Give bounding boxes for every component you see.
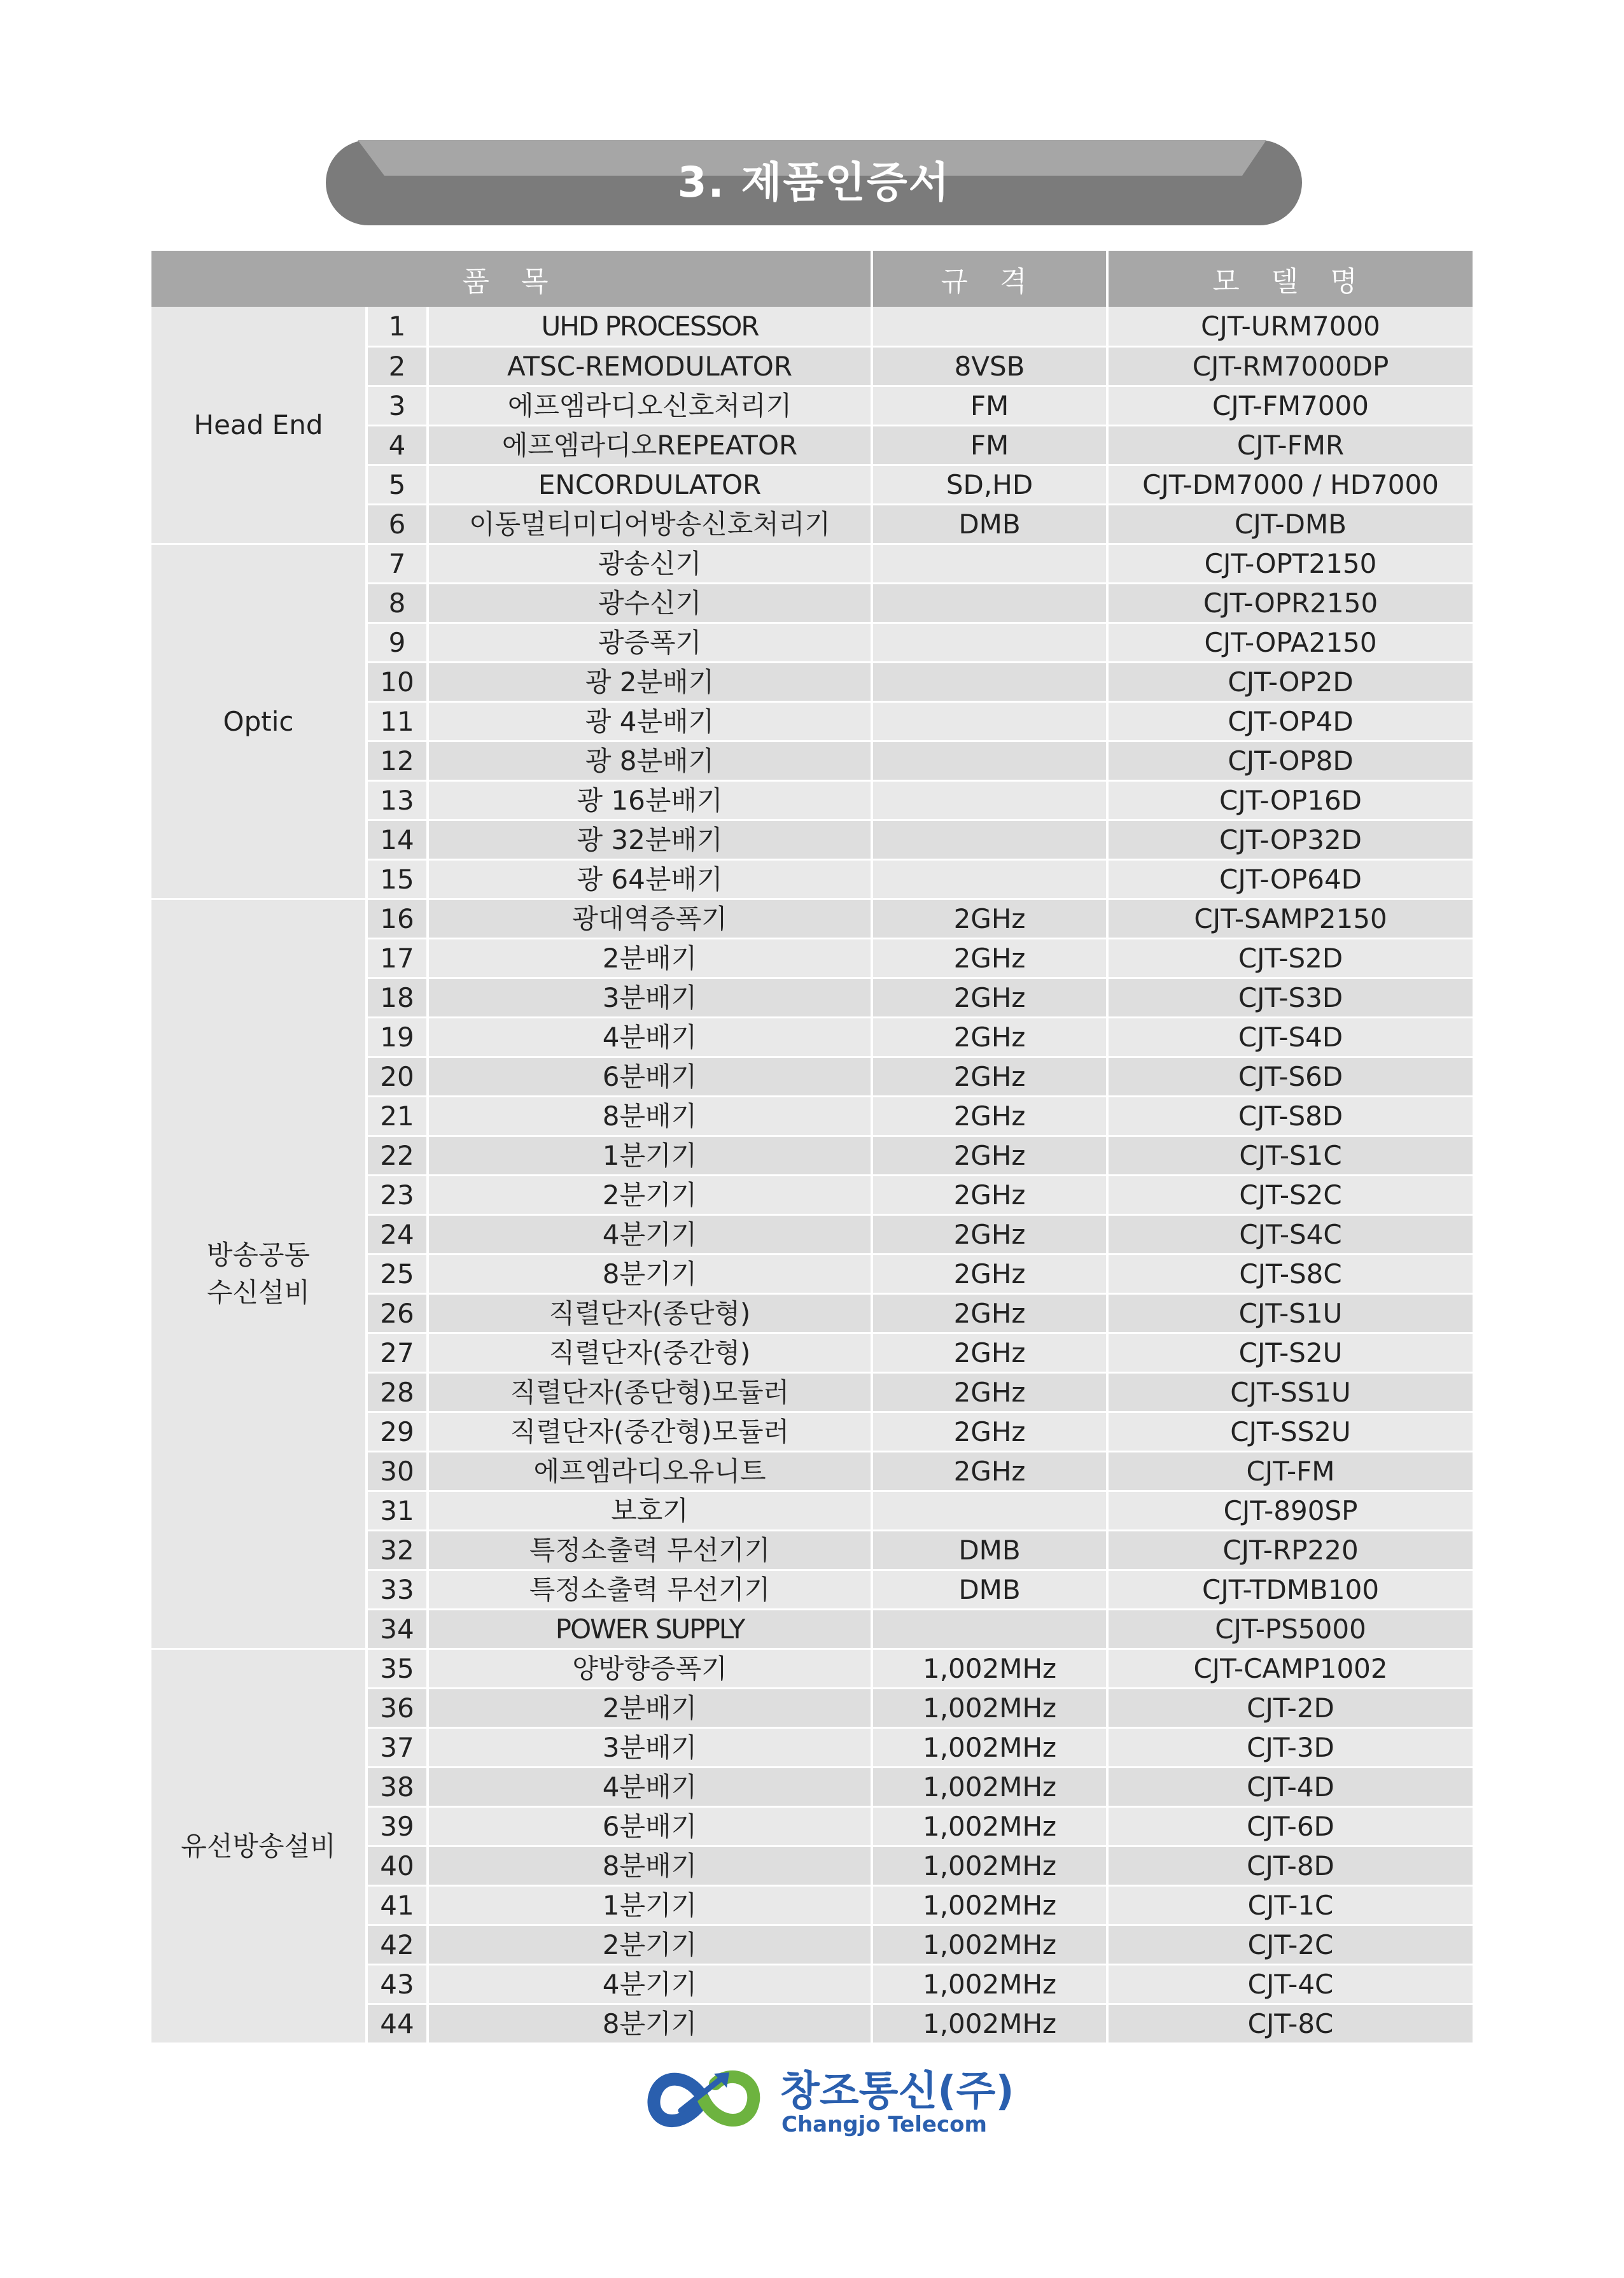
row-number-cell: 9	[367, 622, 428, 662]
item-name-cell: 양방향증폭기	[428, 1649, 872, 1688]
model-name-cell: CJT-890SP	[1107, 1491, 1473, 1530]
item-name-cell: 8분기기	[428, 1254, 872, 1293]
spec-cell: 1,002MHz	[872, 1885, 1107, 1925]
spec-cell: 1,002MHz	[872, 1925, 1107, 1964]
model-name-cell: CJT-OPA2150	[1107, 622, 1473, 662]
spec-cell: 1,002MHz	[872, 1727, 1107, 1767]
row-number-cell: 42	[367, 1925, 428, 1964]
spec-cell: 2GHz	[872, 1451, 1107, 1491]
row-number-cell: 37	[367, 1727, 428, 1767]
spec-cell: 2GHz	[872, 1372, 1107, 1412]
spec-cell	[872, 1609, 1107, 1649]
category-cell: Optic	[151, 544, 367, 899]
model-name-cell: CJT-SS2U	[1107, 1412, 1473, 1451]
item-name-cell: UHD PROCESSOR	[428, 307, 872, 346]
row-number-cell: 31	[367, 1491, 428, 1530]
model-name-cell: CJT-CAMP1002	[1107, 1649, 1473, 1688]
item-name-cell: 에프엠라디오REPEATOR	[428, 425, 872, 465]
row-number-cell: 21	[367, 1096, 428, 1135]
row-number-cell: 10	[367, 662, 428, 701]
model-name-cell: CJT-OP8D	[1107, 741, 1473, 780]
table-row	[151, 544, 1473, 583]
row-number-cell: 5	[367, 465, 428, 504]
item-name-cell: 6분배기	[428, 1057, 872, 1096]
item-name-cell: 4분기기	[428, 1964, 872, 2004]
item-name-cell: 8분배기	[428, 1846, 872, 1885]
model-name-cell: CJT-OP32D	[1107, 820, 1473, 859]
row-number-cell: 25	[367, 1254, 428, 1293]
company-logo	[640, 2058, 1014, 2141]
item-name-cell: 광 16분배기	[428, 780, 872, 820]
model-name-cell: CJT-S1C	[1107, 1135, 1473, 1175]
item-name-cell: 4분배기	[428, 1017, 872, 1057]
category-cell: 유선방송설비	[151, 1649, 367, 2043]
item-name-cell: 2분기기	[428, 1175, 872, 1214]
model-name-cell: CJT-S3D	[1107, 978, 1473, 1017]
table-row	[151, 307, 1473, 346]
page-title: 3. 제품인증서	[677, 158, 951, 207]
category-cell: 방송공동 수신설비	[151, 899, 367, 1649]
spec-cell	[872, 1491, 1107, 1530]
item-name-cell: ENCORDULATOR	[428, 465, 872, 504]
product-certificate-table	[151, 251, 1473, 2044]
spec-cell: 2GHz	[872, 1214, 1107, 1254]
item-name-cell: 직렬단자(종단형)모듈러	[428, 1372, 872, 1412]
item-name-cell: 광송신기	[428, 544, 872, 583]
spec-cell	[872, 820, 1107, 859]
model-name-cell: CJT-RM7000DP	[1107, 346, 1473, 386]
item-name-cell: 2분배기	[428, 938, 872, 978]
page-title-banner	[326, 140, 1302, 225]
spec-cell: 2GHz	[872, 1412, 1107, 1451]
model-name-cell: CJT-DM7000 / HD7000	[1107, 465, 1473, 504]
model-name-cell: CJT-S4C	[1107, 1214, 1473, 1254]
spec-cell: 2GHz	[872, 1293, 1107, 1333]
model-name-cell: CJT-6D	[1107, 1806, 1473, 1846]
row-number-cell: 24	[367, 1214, 428, 1254]
header-model: 모 델 명	[1107, 251, 1473, 307]
row-number-cell: 30	[367, 1451, 428, 1491]
model-name-cell: CJT-S1U	[1107, 1293, 1473, 1333]
model-name-cell: CJT-FMR	[1107, 425, 1473, 465]
item-name-cell: 직렬단자(중간형)모듈러	[428, 1412, 872, 1451]
model-name-cell: CJT-2C	[1107, 1925, 1473, 1964]
model-name-cell: CJT-S6D	[1107, 1057, 1473, 1096]
row-number-cell: 14	[367, 820, 428, 859]
row-number-cell: 4	[367, 425, 428, 465]
spec-cell	[872, 701, 1107, 741]
model-name-cell: CJT-S8C	[1107, 1254, 1473, 1293]
row-number-cell: 38	[367, 1767, 428, 1806]
row-number-cell: 2	[367, 346, 428, 386]
spec-cell	[872, 307, 1107, 346]
model-name-cell: CJT-OP4D	[1107, 701, 1473, 741]
row-number-cell: 3	[367, 386, 428, 425]
row-number-cell: 11	[367, 701, 428, 741]
row-number-cell: 16	[367, 899, 428, 938]
model-name-cell: CJT-SAMP2150	[1107, 899, 1473, 938]
item-name-cell: 특정소출력 무선기기	[428, 1530, 872, 1570]
item-name-cell: 2분기기	[428, 1925, 872, 1964]
row-number-cell: 43	[367, 1964, 428, 2004]
model-name-cell: CJT-4D	[1107, 1767, 1473, 1806]
item-name-cell: 이동멀티미디어방송신호처리기	[428, 504, 872, 544]
row-number-cell: 6	[367, 504, 428, 544]
spec-cell: SD,HD	[872, 465, 1107, 504]
spec-cell: 2GHz	[872, 1175, 1107, 1214]
spec-cell: 2GHz	[872, 978, 1107, 1017]
row-number-cell: 26	[367, 1293, 428, 1333]
header-spec: 규 격	[872, 251, 1107, 307]
spec-cell: 2GHz	[872, 1254, 1107, 1293]
spec-cell: 1,002MHz	[872, 1767, 1107, 1806]
spec-cell: 2GHz	[872, 1135, 1107, 1175]
model-name-cell: CJT-PS5000	[1107, 1609, 1473, 1649]
row-number-cell: 32	[367, 1530, 428, 1570]
spec-cell	[872, 622, 1107, 662]
row-number-cell: 19	[367, 1017, 428, 1057]
model-name-cell: CJT-OP64D	[1107, 859, 1473, 899]
spec-cell: DMB	[872, 504, 1107, 544]
item-name-cell: 3분배기	[428, 978, 872, 1017]
model-name-cell: CJT-URM7000	[1107, 307, 1473, 346]
spec-cell	[872, 662, 1107, 701]
spec-cell: FM	[872, 386, 1107, 425]
spec-cell: 2GHz	[872, 1333, 1107, 1372]
table-row	[151, 1649, 1473, 1688]
row-number-cell: 34	[367, 1609, 428, 1649]
model-name-cell: CJT-RP220	[1107, 1530, 1473, 1570]
spec-cell: FM	[872, 425, 1107, 465]
item-name-cell: 보호기	[428, 1491, 872, 1530]
spec-cell: 2GHz	[872, 1057, 1107, 1096]
row-number-cell: 28	[367, 1372, 428, 1412]
model-name-cell: CJT-S2C	[1107, 1175, 1473, 1214]
row-number-cell: 12	[367, 741, 428, 780]
model-name-cell: CJT-S2U	[1107, 1333, 1473, 1372]
model-name-cell: CJT-OP2D	[1107, 662, 1473, 701]
row-number-cell: 44	[367, 2004, 428, 2043]
spec-cell	[872, 780, 1107, 820]
item-name-cell: 4분배기	[428, 1767, 872, 1806]
model-name-cell: CJT-8C	[1107, 2004, 1473, 2043]
logo-name-english: Changjo Telecom	[781, 2112, 987, 2137]
item-name-cell: 광 32분배기	[428, 820, 872, 859]
item-name-cell: 8분배기	[428, 1096, 872, 1135]
row-number-cell: 8	[367, 583, 428, 622]
model-name-cell: CJT-4C	[1107, 1964, 1473, 2004]
spec-cell	[872, 741, 1107, 780]
row-number-cell: 15	[367, 859, 428, 899]
model-name-cell: CJT-S2D	[1107, 938, 1473, 978]
row-number-cell: 13	[367, 780, 428, 820]
spec-cell	[872, 544, 1107, 583]
model-name-cell: CJT-FM7000	[1107, 386, 1473, 425]
header-item: 품 목	[151, 251, 872, 307]
row-number-cell: 41	[367, 1885, 428, 1925]
model-name-cell: CJT-DMB	[1107, 504, 1473, 544]
row-number-cell: 20	[367, 1057, 428, 1096]
model-name-cell: CJT-OPR2150	[1107, 583, 1473, 622]
model-name-cell: CJT-2D	[1107, 1688, 1473, 1727]
table-body	[151, 307, 1473, 2043]
category-cell: Head End	[151, 307, 367, 544]
spec-cell: 1,002MHz	[872, 1688, 1107, 1727]
model-name-cell: CJT-TDMB100	[1107, 1570, 1473, 1609]
spec-cell: DMB	[872, 1530, 1107, 1570]
model-name-cell: CJT-8D	[1107, 1846, 1473, 1885]
row-number-cell: 23	[367, 1175, 428, 1214]
row-number-cell: 27	[367, 1333, 428, 1372]
item-name-cell: 광증폭기	[428, 622, 872, 662]
item-name-cell: 직렬단자(종단형)	[428, 1293, 872, 1333]
spec-cell: 1,002MHz	[872, 1964, 1107, 2004]
item-name-cell: POWER SUPPLY	[428, 1609, 872, 1649]
item-name-cell: ATSC-REMODULATOR	[428, 346, 872, 386]
spec-cell: 1,002MHz	[872, 2004, 1107, 2043]
row-number-cell: 39	[367, 1806, 428, 1846]
spec-cell: 2GHz	[872, 1017, 1107, 1057]
item-name-cell: 3분배기	[428, 1727, 872, 1767]
item-name-cell: 1분기기	[428, 1135, 872, 1175]
model-name-cell: CJT-3D	[1107, 1727, 1473, 1767]
item-name-cell: 직렬단자(중간형)	[428, 1333, 872, 1372]
row-number-cell: 33	[367, 1570, 428, 1609]
item-name-cell: 에프엠라디오신호처리기	[428, 386, 872, 425]
item-name-cell: 광 2분배기	[428, 662, 872, 701]
model-name-cell: CJT-S8D	[1107, 1096, 1473, 1135]
row-number-cell: 29	[367, 1412, 428, 1451]
item-name-cell: 에프엠라디오유니트	[428, 1451, 872, 1491]
item-name-cell: 2분배기	[428, 1688, 872, 1727]
row-number-cell: 22	[367, 1135, 428, 1175]
table-row	[151, 899, 1473, 938]
model-name-cell: CJT-S4D	[1107, 1017, 1473, 1057]
item-name-cell: 4분기기	[428, 1214, 872, 1254]
spec-cell	[872, 583, 1107, 622]
item-name-cell: 광 8분배기	[428, 741, 872, 780]
model-name-cell: CJT-OPT2150	[1107, 544, 1473, 583]
table-header-row	[151, 251, 1473, 307]
item-name-cell: 특정소출력 무선기기	[428, 1570, 872, 1609]
spec-cell: 1,002MHz	[872, 1649, 1107, 1688]
row-number-cell: 7	[367, 544, 428, 583]
spec-cell: 1,002MHz	[872, 1846, 1107, 1885]
item-name-cell: 광 4분배기	[428, 701, 872, 741]
item-name-cell: 광수신기	[428, 583, 872, 622]
row-number-cell: 35	[367, 1649, 428, 1688]
model-name-cell: CJT-1C	[1107, 1885, 1473, 1925]
spec-cell: 2GHz	[872, 938, 1107, 978]
row-number-cell: 1	[367, 307, 428, 346]
model-name-cell: CJT-OP16D	[1107, 780, 1473, 820]
item-name-cell: 6분배기	[428, 1806, 872, 1846]
model-name-cell: CJT-FM	[1107, 1451, 1473, 1491]
logo-mark-icon	[640, 2058, 767, 2141]
logo-name-korean: 창조통신(주)	[780, 2068, 1014, 2115]
item-name-cell: 광대역증폭기	[428, 899, 872, 938]
spec-cell: DMB	[872, 1570, 1107, 1609]
row-number-cell: 36	[367, 1688, 428, 1727]
row-number-cell: 18	[367, 978, 428, 1017]
item-name-cell: 광 64분배기	[428, 859, 872, 899]
spec-cell: 2GHz	[872, 899, 1107, 938]
item-name-cell: 1분기기	[428, 1885, 872, 1925]
row-number-cell: 40	[367, 1846, 428, 1885]
spec-cell: 8VSB	[872, 346, 1107, 386]
spec-cell: 2GHz	[872, 1096, 1107, 1135]
item-name-cell: 8분기기	[428, 2004, 872, 2043]
spec-cell: 1,002MHz	[872, 1806, 1107, 1846]
model-name-cell: CJT-SS1U	[1107, 1372, 1473, 1412]
row-number-cell: 17	[367, 938, 428, 978]
spec-cell	[872, 859, 1107, 899]
